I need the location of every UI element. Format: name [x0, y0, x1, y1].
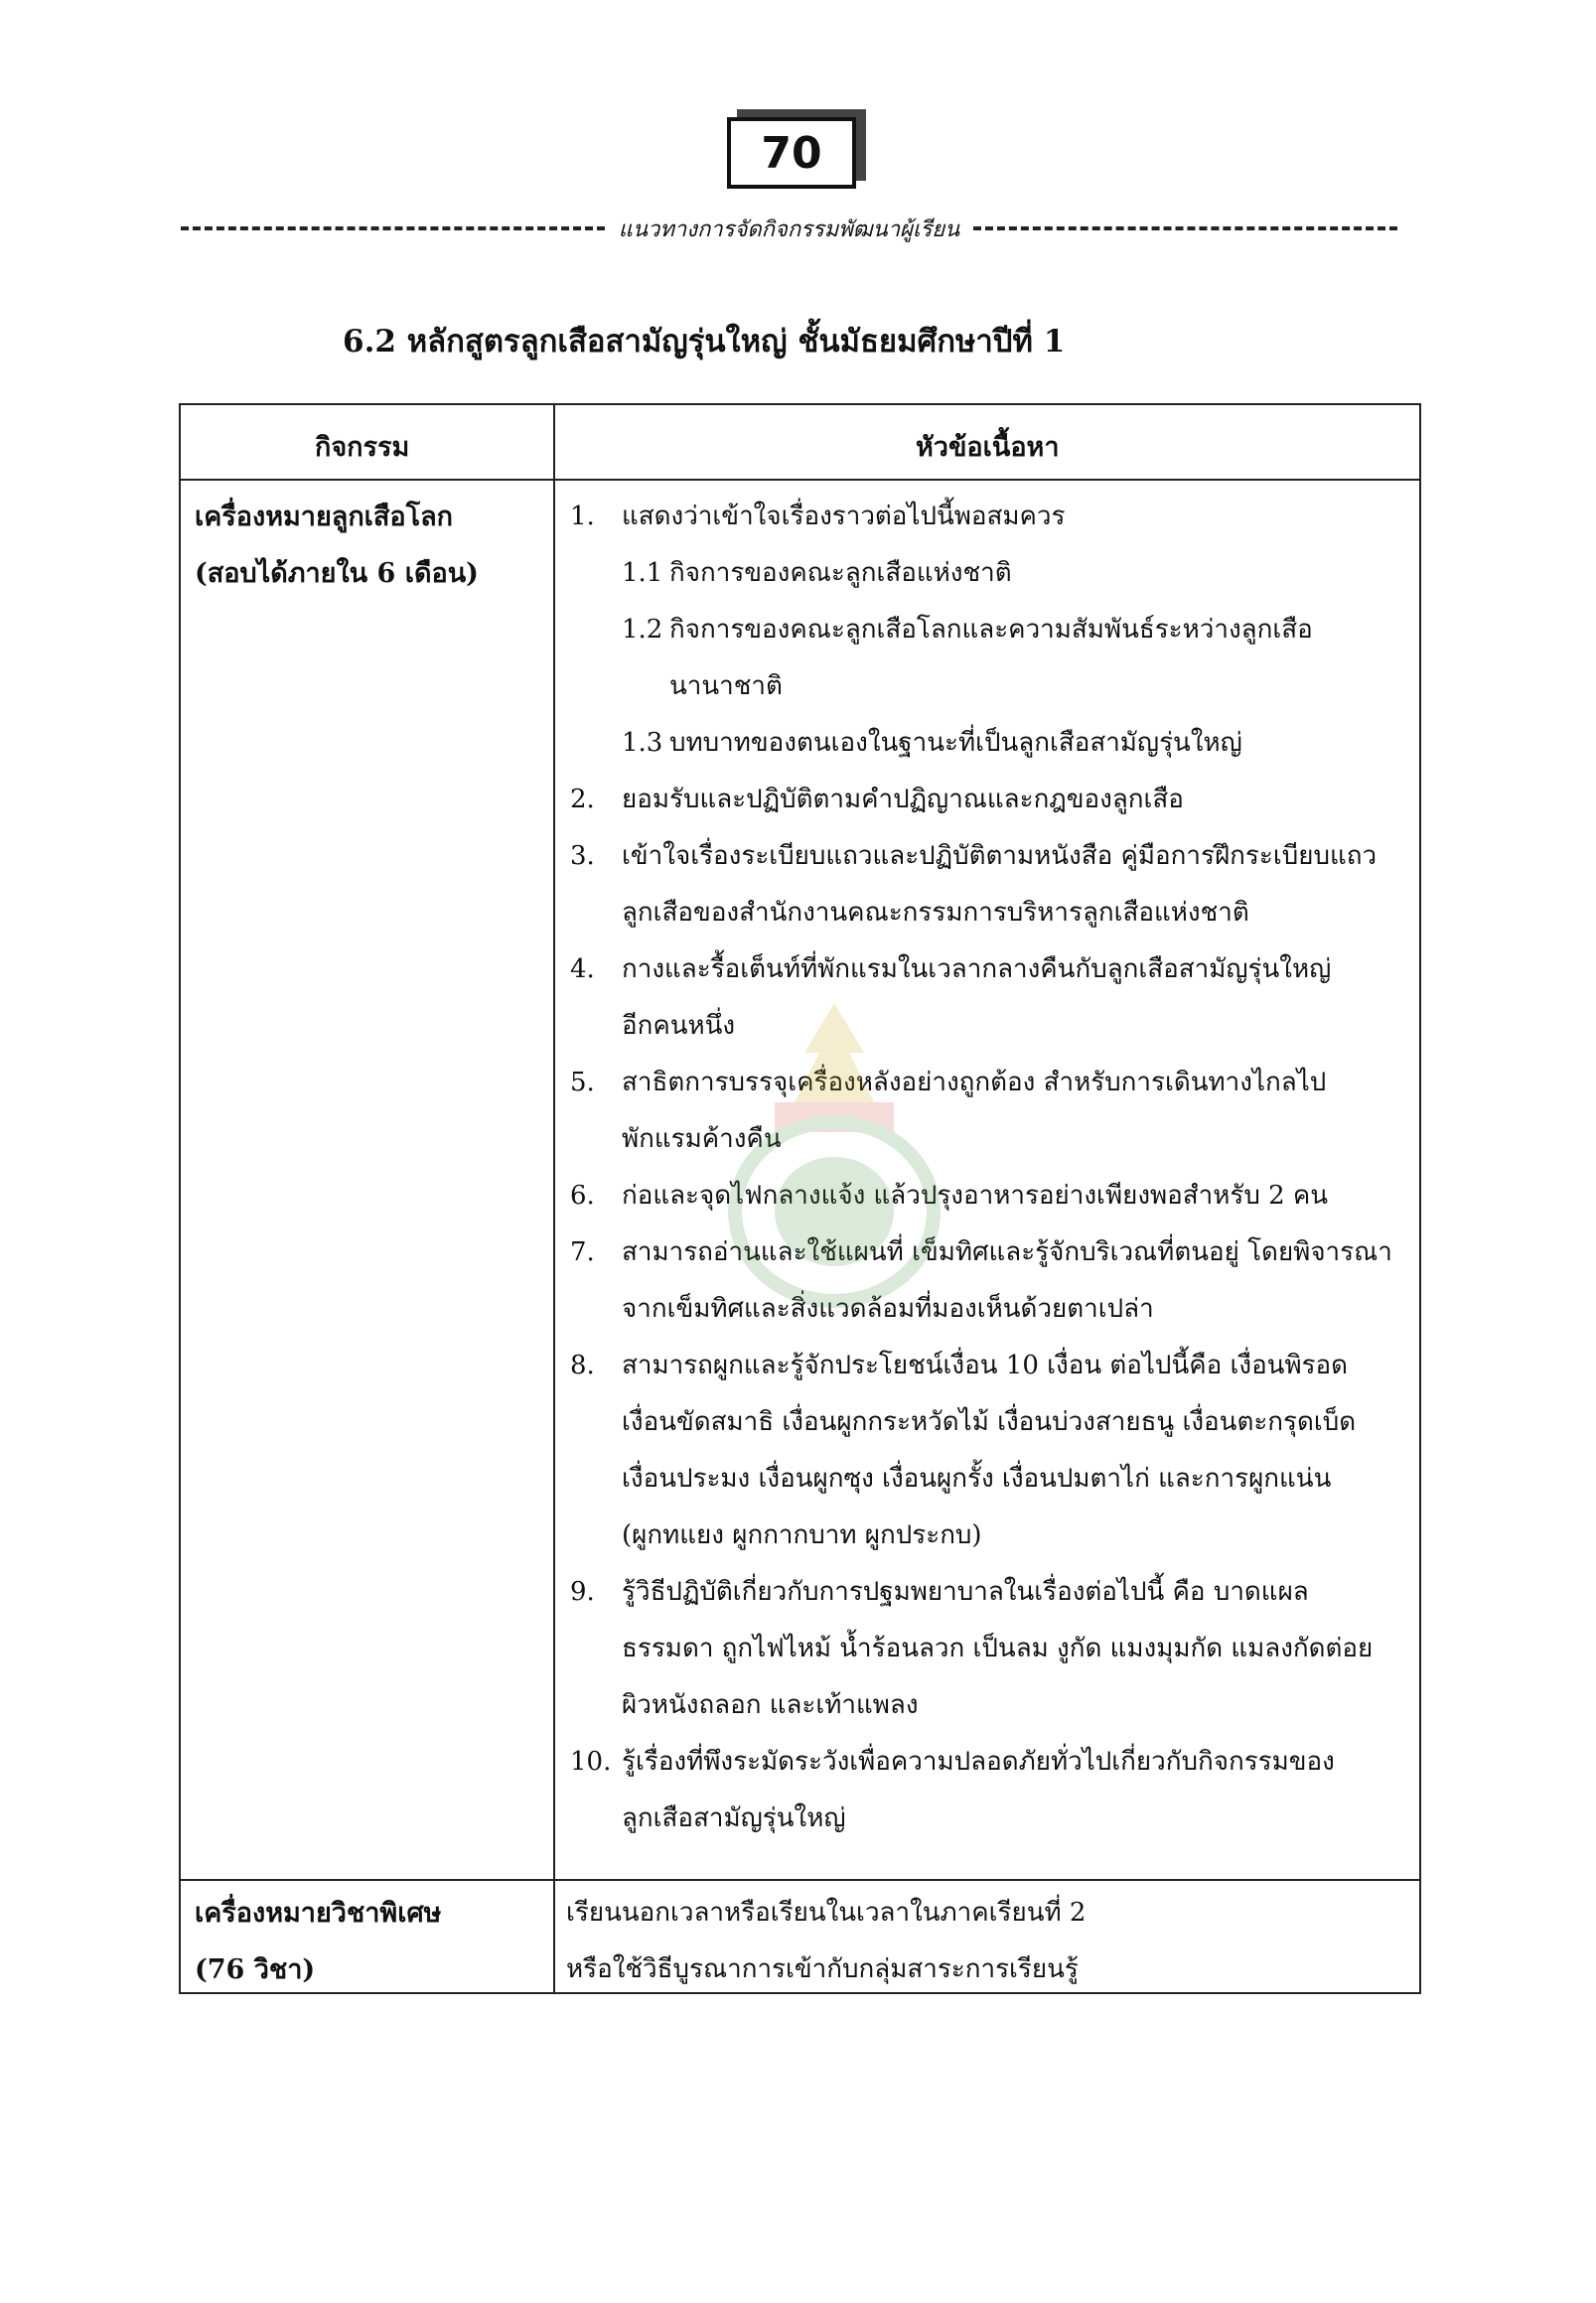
list-item: เงื่อนขัดสมาธิ เงื่อนผูกกระหวัดไม้ เงื่อนบ่วงสายธนู เงื่อนตะกรุดเบ็ด: [622, 1407, 1357, 1437]
row1-content: [570, 489, 1404, 1847]
row1-activity-title: เครื่องหมายลูกเสือโลก: [195, 502, 453, 532]
row2-activity-note: (76 วิชา): [195, 1954, 316, 1985]
page-number-box: [727, 117, 856, 189]
list-item: 1. แสดงว่าเข้าใจเรื่องราวต่อไปนี้พอสมควร: [570, 502, 1066, 531]
col-header-content: หัวข้อเนื้อหา: [916, 432, 1060, 463]
list-item: 9. รู้วิธีปฏิบัติเกี่ยวกับการปฐมพยาบาลในเรื่องต่อไปนี้ คือ บาดแผล: [570, 1577, 1309, 1607]
list-item: 6. ก่อและจุดไฟกลางแจ้ง แล้วปรุงอาหารอย่างเพียงพอสำหรับ 2 คน: [570, 1181, 1329, 1211]
list-item: 5. สาธิตการบรรจุเครื่องหลังอย่างถูกต้อง สำหรับการเดินทางไกลไป: [570, 1068, 1327, 1097]
row2-content: [566, 1885, 1400, 1998]
list-item: จากเข็มทิศและสิ่งแวดล้อมที่มองเห็นด้วยตาเปล่า: [622, 1294, 1154, 1324]
list-item: ธรรมดา ถูกไฟไหม้ น้ำร้อนลวก เป็นลม งูกัด แมงมุมกัด แมลงกัดต่อย: [622, 1634, 1374, 1663]
list-item: 3. เข้าใจเรื่องระเบียบแถวและปฏิบัติตามหนังสือ คู่มือการฝึกระเบียบแถว: [570, 841, 1378, 871]
list-item: 4. กางและรื้อเต็นท์ที่พักแรมในเวลากลางคืนกับลูกเสือสามัญรุ่นใหญ่: [570, 954, 1332, 984]
header-row-divider: [181, 479, 1419, 481]
column-divider: [553, 405, 555, 1992]
list-item: 1.3 บทบาทของตนเองในฐานะที่เป็นลูกเสือสามัญรุ่นใหญ่: [622, 728, 1242, 758]
list-item: 2. ยอมรับและปฏิบัติตามคำปฏิญาณและกฎของลูกเสือ: [570, 785, 1184, 814]
header-dash-right: [973, 226, 1397, 230]
row2-content-line: เรียนนอกเวลาหรือเรียนในเวลาในภาคเรียนที่ 2: [566, 1898, 1087, 1928]
list-item: 8. สามารถผูกและรู้จักประโยชน์เงื่อน 10 เงื่อน ต่อไปนี้คือ เงื่อนพิรอด: [570, 1351, 1349, 1380]
list-item: พักแรมค้างคืน: [622, 1124, 782, 1154]
row1-activity: [195, 489, 479, 602]
list-item: 1.1 กิจการของคณะลูกเสือแห่งชาติ: [622, 558, 1012, 588]
header-dash-left: [181, 226, 605, 230]
list-item: นานาชาติ: [669, 671, 783, 701]
list-item: ลูกเสือของสำนักงานคณะกรรมการบริหารลูกเสือแห่งชาติ: [622, 898, 1249, 928]
running-header-text: แนวทางการจัดกิจกรรมพัฒนาผู้เรียน: [618, 216, 960, 242]
list-item: 7. สามารถอ่านและใช้แผนที่ เข็มทิศและรู้จักบริเวณที่ตนอยู่ โดยพิจารณา: [570, 1237, 1392, 1267]
list-item: ผิวหนังถลอก และเท้าแพลง: [622, 1690, 919, 1720]
row2-activity-title: เครื่องหมายวิชาพิเศษ: [195, 1898, 442, 1929]
curriculum-table: [179, 403, 1421, 1994]
page-number: 70: [761, 127, 822, 179]
row1-activity-note: (สอบได้ภายใน 6 เดือน): [195, 558, 479, 589]
list-item: 1.2 กิจการของคณะลูกเสือโลกและความสัมพันธ์ระหว่างลูกเสือ: [622, 615, 1313, 645]
list-item: ลูกเสือสามัญรุ่นใหญ่: [622, 1803, 846, 1833]
list-item: เงื่อนประมง เงื่อนผูกซุง เงื่อนผูกรั้ง เงื่อนปมตาไก่ และการผูกแน่น: [622, 1464, 1332, 1494]
row2-activity: [195, 1885, 441, 1998]
list-item: อีกคนหนึ่ง: [622, 1011, 736, 1041]
list-item: (ผูกทแยง ผูกกากบาท ผูกประกบ): [622, 1520, 982, 1550]
list-item: 10. รู้เรื่องที่พึงระมัดระวังเพื่อความปลอดภัยทั่วไปเกี่ยวกับกิจกรรมของ: [570, 1747, 1335, 1777]
row2-content-line: หรือใช้วิธีบูรณาการเข้ากับกลุ่มสาระการเรียนรู้: [566, 1954, 1079, 1984]
section-title: 6.2 หลักสูตรลูกเสือสามัญรุ่นใหญ่ ชั้นมัธยมศึกษาปีที่ 1: [343, 324, 1066, 360]
col-header-activity: กิจกรรม: [315, 432, 410, 463]
running-header: [181, 209, 1397, 248]
row-divider: [181, 1879, 1419, 1881]
